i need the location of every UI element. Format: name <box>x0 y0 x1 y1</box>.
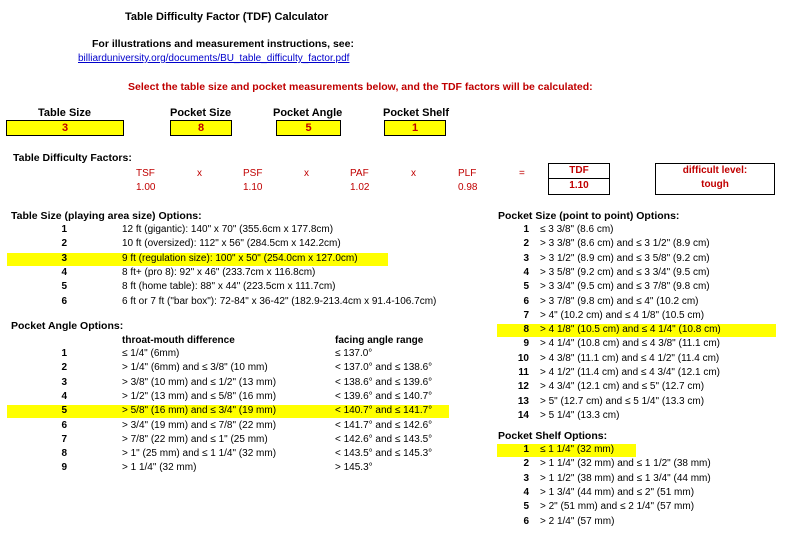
option-number[interactable]: 3 <box>523 252 529 264</box>
option-text[interactable]: 12 ft (gigantic): 140" x 70" (355.6cm x 177.8cm) <box>122 224 334 235</box>
option-text[interactable]: > 1/2" (13 mm) and ≤ 5/8" (16 mm) <box>122 390 277 402</box>
pocket-size-label: Pocket Size <box>170 107 232 119</box>
option-number[interactable]: 4 <box>61 390 67 402</box>
option-text[interactable]: > 1" (25 mm) and ≤ 1 1/4" (32 mm) <box>122 448 277 460</box>
option-text[interactable]: > 5/8" (16 mm) and ≤ 3/4" (19 mm) <box>122 405 277 417</box>
pocket-size-options-heading: Pocket Size (point to point) Options: <box>498 210 680 222</box>
pocket-shelf-options-heading: Pocket Shelf Options: <box>498 430 608 442</box>
paf-value: 1.02 <box>350 182 370 193</box>
times-sign: x <box>411 168 416 179</box>
table-size-input[interactable]: 3 <box>6 120 124 136</box>
option-number[interactable]: 6 <box>61 419 67 431</box>
option-text[interactable]: > 1 1/4" (32 mm) <box>122 462 197 474</box>
paf-label: PAF <box>350 168 369 179</box>
option-angle[interactable]: < 141.7° and ≤ 142.6° <box>335 419 433 431</box>
option-number[interactable]: 9 <box>61 462 67 474</box>
option-text[interactable]: > 3 5/8" (9.2 cm) and ≤ 3 3/4" (9.5 cm) <box>540 266 710 278</box>
option-number[interactable]: 5 <box>61 405 67 417</box>
option-angle[interactable]: > 145.3° <box>335 462 373 474</box>
psf-label: PSF <box>243 168 263 179</box>
option-number[interactable]: 6 <box>523 515 529 527</box>
pocket-shelf-label: Pocket Shelf <box>383 107 450 119</box>
option-text[interactable]: > 4 1/8" (10.5 cm) and ≤ 4 1/4" (10.8 cm) <box>540 324 721 336</box>
pocket-angle-col1-header: throat-mouth difference <box>122 335 235 346</box>
option-number[interactable]: 3 <box>523 472 529 484</box>
option-number[interactable]: 14 <box>517 409 529 421</box>
option-text[interactable]: ≤ 3 3/8" (8.6 cm) <box>540 224 614 235</box>
option-text[interactable]: > 7/8" (22 mm) and ≤ 1" (25 mm) <box>122 433 268 445</box>
option-number[interactable]: 2 <box>523 238 529 250</box>
option-number[interactable]: 5 <box>523 281 529 293</box>
option-text[interactable]: 9 ft (regulation size): 100" x 50" (254.0cm x 127.0cm) <box>122 252 358 264</box>
option-number[interactable]: 13 <box>517 395 529 407</box>
option-text[interactable]: > 4 3/4" (12.1 cm) and ≤ 5" (12.7 cm) <box>540 381 705 393</box>
times-sign: x <box>304 168 309 179</box>
option-text[interactable]: > 3/4" (19 mm) and ≤ 7/8" (22 mm) <box>122 419 277 431</box>
option-number[interactable]: 6 <box>61 295 67 307</box>
option-angle[interactable]: < 140.7° and ≤ 141.7° <box>335 405 433 417</box>
option-number[interactable]: 9 <box>523 338 529 350</box>
option-text[interactable]: > 5 1/4" (13.3 cm) <box>540 409 620 421</box>
pocket-shelf-input[interactable]: 1 <box>384 120 446 136</box>
tdf-box <box>548 163 610 195</box>
option-text[interactable]: > 3 3/4" (9.5 cm) and ≤ 3 7/8" (9.8 cm) <box>540 281 710 293</box>
table-size-options-heading: Table Size (playing area size) Options: <box>11 210 202 222</box>
tsf-value: 1.00 <box>136 182 156 193</box>
option-number[interactable]: 4 <box>523 266 529 278</box>
option-number[interactable]: 7 <box>61 433 67 445</box>
option-angle[interactable]: < 142.6° and ≤ 143.5° <box>335 433 433 445</box>
option-number[interactable]: 11 <box>518 367 529 378</box>
difficulty-label: difficult level: <box>682 165 748 176</box>
option-angle[interactable]: < 143.5° and ≤ 145.3° <box>335 448 433 460</box>
option-text[interactable]: 8 ft+ (pro 8): 92" x 46" (233.7cm x 116.8cm) <box>122 266 316 278</box>
factors-heading: Table Difficulty Factors: <box>13 152 132 164</box>
psf-value: 1.10 <box>243 182 263 193</box>
tdf-value: 1.10 <box>569 180 589 191</box>
pocket-angle-options-heading: Pocket Angle Options: <box>11 320 124 332</box>
option-number[interactable]: 8 <box>523 324 529 336</box>
option-text[interactable]: > 5" (12.7 cm) and ≤ 5 1/4" (13.3 cm) <box>540 395 705 407</box>
option-angle[interactable]: ≤ 137.0° <box>335 348 373 359</box>
option-text[interactable]: > 1 1/2" (38 mm) and ≤ 1 3/4" (44 mm) <box>540 472 711 484</box>
option-text[interactable]: ≤ 1 1/4" (32 mm) <box>540 444 615 455</box>
option-text[interactable]: ≤ 1/4" (6mm) <box>122 348 180 359</box>
option-text[interactable]: > 1/4" (6mm) and ≤ 3/8" (10 mm) <box>122 362 268 374</box>
option-text[interactable]: 8 ft (home table): 88" x 44" (223.5cm x 111.7cm) <box>122 281 336 293</box>
option-number[interactable]: 10 <box>517 352 529 364</box>
option-number[interactable]: 7 <box>523 309 529 321</box>
pocket-size-input[interactable]: 8 <box>170 120 232 136</box>
instructions-link[interactable]: billiarduniversity.org/documents/BU_table_difficulty_factor.pdf <box>78 53 350 64</box>
equals-sign: = <box>519 168 525 179</box>
option-number[interactable]: 6 <box>523 295 529 307</box>
option-number[interactable]: 2 <box>61 362 67 374</box>
option-number[interactable]: 1 <box>523 224 529 235</box>
option-number[interactable]: 3 <box>61 252 67 264</box>
option-text[interactable]: 10 ft (oversized): 112" x 56" (284.5cm x 142.2cm) <box>122 238 341 250</box>
option-text[interactable]: > 2" (51 mm) and ≤ 2 1/4" (57 mm) <box>540 501 695 513</box>
option-number[interactable]: 1 <box>61 224 67 235</box>
page-title: Table Difficulty Factor (TDF) Calculator <box>125 11 329 23</box>
option-number[interactable]: 1 <box>61 348 67 359</box>
option-number[interactable]: 2 <box>61 238 67 250</box>
option-number[interactable]: 4 <box>523 486 529 498</box>
pocket-angle-input[interactable]: 5 <box>276 120 341 136</box>
difficulty-box <box>655 163 775 195</box>
option-text[interactable]: > 3 1/2" (8.9 cm) and ≤ 3 5/8" (9.2 cm) <box>540 252 710 264</box>
times-sign: x <box>197 168 202 179</box>
option-text[interactable]: > 4 1/2" (11.4 cm) and ≤ 4 3/4" (12.1 cm) <box>540 367 720 378</box>
option-number[interactable]: 3 <box>61 376 67 388</box>
option-text[interactable]: > 3 3/8" (8.6 cm) and ≤ 3 1/2" (8.9 cm) <box>540 238 710 250</box>
option-text[interactable]: > 4 3/8" (11.1 cm) and ≤ 4 1/2" (11.4 cm) <box>540 352 720 364</box>
pocket-angle-col2-header: facing angle range <box>335 335 424 346</box>
option-text[interactable]: > 1 3/4" (44 mm) and ≤ 2" (51 mm) <box>540 486 695 498</box>
pocket-angle-label: Pocket Angle <box>273 107 343 119</box>
plf-value: 0.98 <box>458 182 478 193</box>
option-text[interactable]: > 4" (10.2 cm) and ≤ 4 1/8" (10.5 cm) <box>540 309 705 321</box>
option-number[interactable]: 5 <box>523 501 529 513</box>
option-number[interactable]: 12 <box>517 381 529 393</box>
option-angle[interactable]: < 138.6° and ≤ 139.6° <box>335 376 433 388</box>
option-number[interactable]: 5 <box>61 281 67 293</box>
tdf-label: TDF <box>549 164 609 179</box>
plf-label: PLF <box>458 168 477 179</box>
option-text[interactable]: 6 ft or 7 ft ("bar box"): 72-84" x 36-42" (182.9-213.4cm x 91.4-106.7cm) <box>122 295 437 307</box>
option-text[interactable]: > 3 7/8" (9.8 cm) and ≤ 4" (10.2 cm) <box>540 295 699 307</box>
page-subtitle: For illustrations and measurement instructions, see: <box>92 38 354 50</box>
option-number[interactable]: 8 <box>61 448 67 460</box>
option-number[interactable]: 1 <box>523 444 529 455</box>
option-number[interactable]: 2 <box>523 458 529 470</box>
option-number[interactable]: 4 <box>61 266 67 278</box>
tsf-label: TSF <box>136 168 155 179</box>
table-size-label: Table Size <box>38 107 91 119</box>
option-text[interactable]: > 2 1/4" (57 mm) <box>540 515 615 527</box>
option-text[interactable]: > 1 1/4" (32 mm) and ≤ 1 1/2" (38 mm) <box>540 458 711 470</box>
instruction-text: Select the table size and pocket measurements below, and the TDF factors will be calculated: <box>128 81 593 93</box>
option-angle[interactable]: < 139.6° and ≤ 140.7° <box>335 390 433 402</box>
option-text[interactable]: > 3/8" (10 mm) and ≤ 1/2" (13 mm) <box>122 376 277 388</box>
option-angle[interactable]: < 137.0° and ≤ 138.6° <box>335 362 433 374</box>
difficulty-value: tough <box>701 179 729 190</box>
option-text[interactable]: > 4 1/4" (10.8 cm) and ≤ 4 3/8" (11.1 cm) <box>540 338 720 350</box>
